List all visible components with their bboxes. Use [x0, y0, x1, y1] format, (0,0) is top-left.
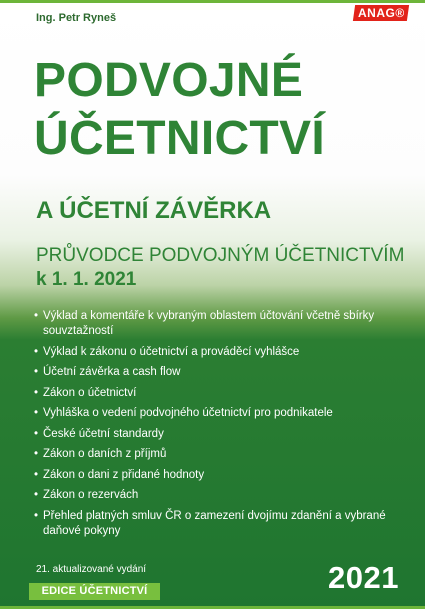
list-item [34, 406, 394, 421]
bullet-icon: • [34, 386, 39, 399]
bullet-icon: • [34, 345, 39, 358]
title-line-1: PODVOJNÉ [34, 54, 304, 107]
list-item-text: Výklad a komentáře k vybraným oblastem účtování včetně sbírky souvztažností [43, 310, 375, 337]
guide-text [36, 244, 404, 292]
bullet-icon: • [34, 310, 39, 322]
list-item-text: České účetní standardy [43, 427, 164, 440]
list-item [34, 345, 394, 360]
top-accent-stripe [0, 0, 425, 3]
bullet-icon: • [34, 427, 39, 440]
edition-note: 21. aktualizované vydání [36, 564, 147, 575]
bullet-icon: • [34, 509, 39, 522]
list-item [34, 447, 394, 462]
list-item [34, 468, 394, 483]
title-subtitle: A ÚČETNÍ ZÁVĚRKA [36, 197, 272, 224]
publisher-logo-text: ANAG® [357, 6, 405, 20]
series-badge: EDICE ÚČETNICTVÍ [29, 583, 160, 600]
contents-list [34, 309, 394, 544]
publication-year: 2021 [328, 560, 399, 595]
list-item-text: Zákon o účetnictví [43, 386, 137, 399]
list-item-text: Vyhláška o vedení podvojného účetnictví pro podnikatele [43, 407, 333, 419]
list-item [34, 488, 394, 503]
list-item [34, 509, 394, 539]
bullet-icon: • [34, 468, 39, 481]
title-line-2: ÚČETNICTVÍ [34, 112, 325, 165]
list-item-text: Zákon o rezervách [43, 489, 139, 501]
list-item [34, 365, 394, 380]
bullet-icon: • [34, 489, 39, 501]
list-item-text: Přehled platných smluv ČR o zamezení dvojímu zdanění a vybrané daňové pokyny [43, 509, 386, 537]
list-item-text: Zákon o daních z příjmů [43, 448, 167, 460]
list-item-text: Zákon o dani z přidané hodnoty [43, 468, 205, 481]
bullet-icon: • [34, 448, 39, 460]
list-item [34, 386, 394, 401]
author-name: Ing. Petr Ryneš [36, 12, 117, 24]
list-item-text: Výklad k zákonu o účetnictví a prováděcí vyhlášce [43, 345, 300, 358]
bullet-icon: • [34, 366, 39, 378]
bullet-icon: • [34, 407, 39, 419]
list-item-text: Účetní závěrka a cash flow [43, 366, 181, 378]
list-item [34, 427, 394, 442]
list-item [34, 309, 394, 339]
publisher-logo [353, 5, 409, 21]
guide-date: k 1. 1. 2021 [36, 269, 137, 290]
guide-line-1: PRŮVODCE PODVOJNÝM ÚČETNICTVÍM [36, 245, 405, 266]
